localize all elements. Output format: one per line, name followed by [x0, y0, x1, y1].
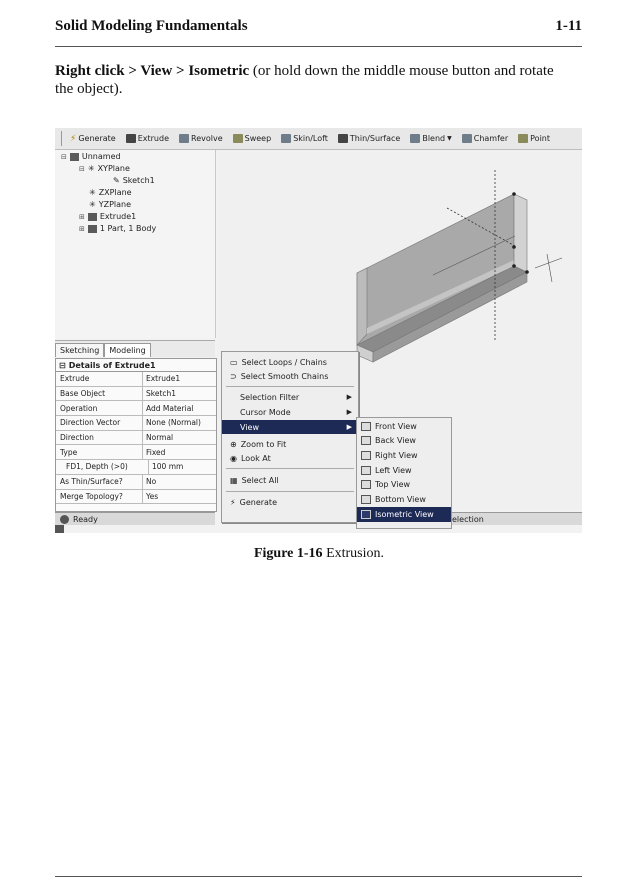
- toolbar-grip: [61, 131, 62, 146]
- ready-icon: [60, 515, 69, 524]
- menu-item-select-all[interactable]: ▦ Select All: [230, 475, 279, 485]
- details-row[interactable]: FD1, Depth (>0) 100 mm: [56, 460, 216, 475]
- collapse-icon[interactable]: ⊟: [59, 360, 66, 370]
- menu-item-top-view[interactable]: Top View: [357, 477, 451, 492]
- menu-item-front-view[interactable]: Front View: [357, 419, 451, 434]
- details-row[interactable]: Extrude Extrude1: [56, 372, 216, 387]
- menu-separator: [226, 491, 354, 492]
- page-header: [55, 18, 582, 40]
- expand-icon: ⊞: [79, 212, 85, 221]
- expand-icon: ⊞: [79, 224, 85, 233]
- tree-node-root[interactable]: ⊟ Unnamed: [61, 152, 121, 161]
- tree-node-xyplane[interactable]: ⊟ ✳ XYPlane: [79, 164, 130, 173]
- thin-surface-button[interactable]: Thin/Surface: [333, 134, 405, 143]
- blend-icon: [410, 134, 420, 143]
- chevron-right-icon: ▶: [346, 393, 352, 401]
- select-smooth-icon: ⊃: [230, 371, 237, 381]
- details-row[interactable]: Type Fixed: [56, 445, 216, 460]
- collapse-icon: ⊟: [61, 152, 67, 161]
- collapse-icon: ⊟: [79, 164, 85, 173]
- details-row[interactable]: Direction Normal: [56, 431, 216, 446]
- menu-separator: [226, 386, 354, 387]
- body-icon: [88, 225, 97, 233]
- sweep-button[interactable]: Sweep: [228, 134, 277, 143]
- details-panel: [55, 358, 217, 512]
- menu-item-zoom-to-fit[interactable]: ⊕ Zoom to Fit: [230, 439, 287, 449]
- menu-item-select-loops[interactable]: ▭ Select Loops / Chains: [230, 357, 327, 367]
- sweep-icon: [233, 134, 243, 143]
- tree-node-yzplane[interactable]: ✳ YZPlane: [89, 200, 132, 209]
- page-number: 1-11: [555, 18, 582, 34]
- book-title: Solid Modeling Fundamentals: [55, 18, 248, 34]
- sketch-icon: ✎: [113, 176, 120, 185]
- view-submenu: [356, 417, 452, 529]
- menu-item-bottom-view[interactable]: Bottom View: [357, 492, 451, 507]
- plane-icon: ✳: [89, 200, 96, 209]
- blend-button[interactable]: Blend ▼: [405, 134, 456, 143]
- model-icon: [70, 153, 79, 161]
- tree-node-body[interactable]: ⊞ 1 Part, 1 Body: [79, 224, 157, 233]
- tree-node-zxplane[interactable]: ✳ ZXPlane: [89, 188, 132, 197]
- header-rule: [55, 46, 582, 47]
- chamfer-button[interactable]: Chamfer: [457, 134, 513, 143]
- figure-text: Extrusion.: [322, 546, 385, 561]
- status-bar-selection: election: [450, 512, 582, 525]
- chevron-right-icon: ▶: [346, 408, 352, 416]
- details-row[interactable]: As Thin/Surface? No: [56, 475, 216, 490]
- revolve-icon: [179, 134, 189, 143]
- tree-node-extrude[interactable]: ⊞ Extrude1: [79, 212, 137, 221]
- extrude-icon: [126, 134, 136, 143]
- lightning-icon: ⚡: [70, 133, 77, 144]
- front-view-icon: [361, 422, 371, 431]
- isometric-view-icon: [361, 510, 371, 519]
- details-row[interactable]: Direction Vector None (Normal): [56, 416, 216, 431]
- look-at-icon: ◉: [230, 453, 237, 463]
- menu-item-cursor-mode[interactable]: Cursor Mode ▶: [240, 407, 352, 417]
- menu-item-view[interactable]: View ▶: [222, 420, 358, 434]
- tree-tabs: [55, 340, 215, 357]
- zoom-icon: ⊕: [230, 439, 237, 449]
- tab-modeling[interactable]: Modeling: [104, 343, 150, 357]
- menu-item-selection-filter[interactable]: Selection Filter ▶: [240, 392, 352, 402]
- status-bar: Ready: [55, 512, 215, 525]
- menu-item-back-view[interactable]: Back View: [357, 434, 451, 449]
- instruction-path: Right click > View > Isometric: [55, 63, 250, 79]
- top-view-icon: [361, 480, 371, 489]
- toolbar: [55, 128, 582, 150]
- context-menu: [221, 351, 359, 523]
- chevron-down-icon: ▼: [447, 135, 452, 142]
- chevron-right-icon: ▶: [346, 423, 352, 431]
- menu-item-generate[interactable]: ⚡ Generate: [230, 497, 277, 507]
- menu-separator: [226, 468, 354, 469]
- point-button[interactable]: Point: [513, 134, 555, 143]
- menu-item-isometric-view[interactable]: Isometric View: [357, 507, 451, 522]
- extrude-icon: [88, 213, 97, 221]
- skin-loft-icon: [281, 134, 291, 143]
- back-view-icon: [361, 436, 371, 445]
- instruction-text: [55, 62, 575, 98]
- footer-rule: [55, 876, 582, 877]
- tree-outline: [55, 150, 216, 338]
- figure-label: Figure 1-16: [253, 546, 323, 561]
- tab-sketching[interactable]: Sketching: [55, 343, 104, 357]
- plane-icon: ✳: [89, 188, 96, 197]
- select-loops-icon: ▭: [230, 357, 238, 367]
- point-icon: [518, 134, 528, 143]
- resize-handle[interactable]: [55, 525, 64, 533]
- details-row[interactable]: Base Object Sketch1: [56, 387, 216, 402]
- menu-item-right-view[interactable]: Right View: [357, 448, 451, 463]
- revolve-button[interactable]: Revolve: [174, 134, 228, 143]
- details-row[interactable]: Operation Add Material: [56, 401, 216, 416]
- right-view-icon: [361, 451, 371, 460]
- details-title: ⊟ Details of Extrude1: [56, 359, 216, 372]
- lightning-icon: ⚡: [230, 497, 236, 507]
- generate-button[interactable]: ⚡ Generate: [70, 133, 116, 144]
- skin-loft-button[interactable]: Skin/Loft: [276, 134, 333, 143]
- plane-icon: ✳: [87, 164, 95, 173]
- bottom-view-icon: [361, 495, 371, 504]
- instruction-rest: (or hold down the middle mouse button and rotate the object).: [55, 63, 554, 97]
- application-screenshot: [55, 128, 582, 533]
- details-row[interactable]: Merge Topology? Yes: [56, 490, 216, 505]
- menu-item-left-view[interactable]: Left View: [357, 463, 451, 478]
- thin-surface-icon: [338, 134, 348, 143]
- chamfer-icon: [462, 134, 472, 143]
- menu-item-look-at[interactable]: ◉ Look At: [230, 453, 271, 463]
- left-view-icon: [361, 466, 371, 475]
- extrude-button[interactable]: Extrude: [121, 134, 174, 143]
- tree-node-sketch[interactable]: ✎ Sketch1: [113, 176, 155, 185]
- figure-caption: [0, 546, 638, 562]
- menu-item-select-smooth[interactable]: ⊃ Select Smooth Chains: [230, 371, 329, 381]
- select-all-icon: ▦: [230, 475, 238, 485]
